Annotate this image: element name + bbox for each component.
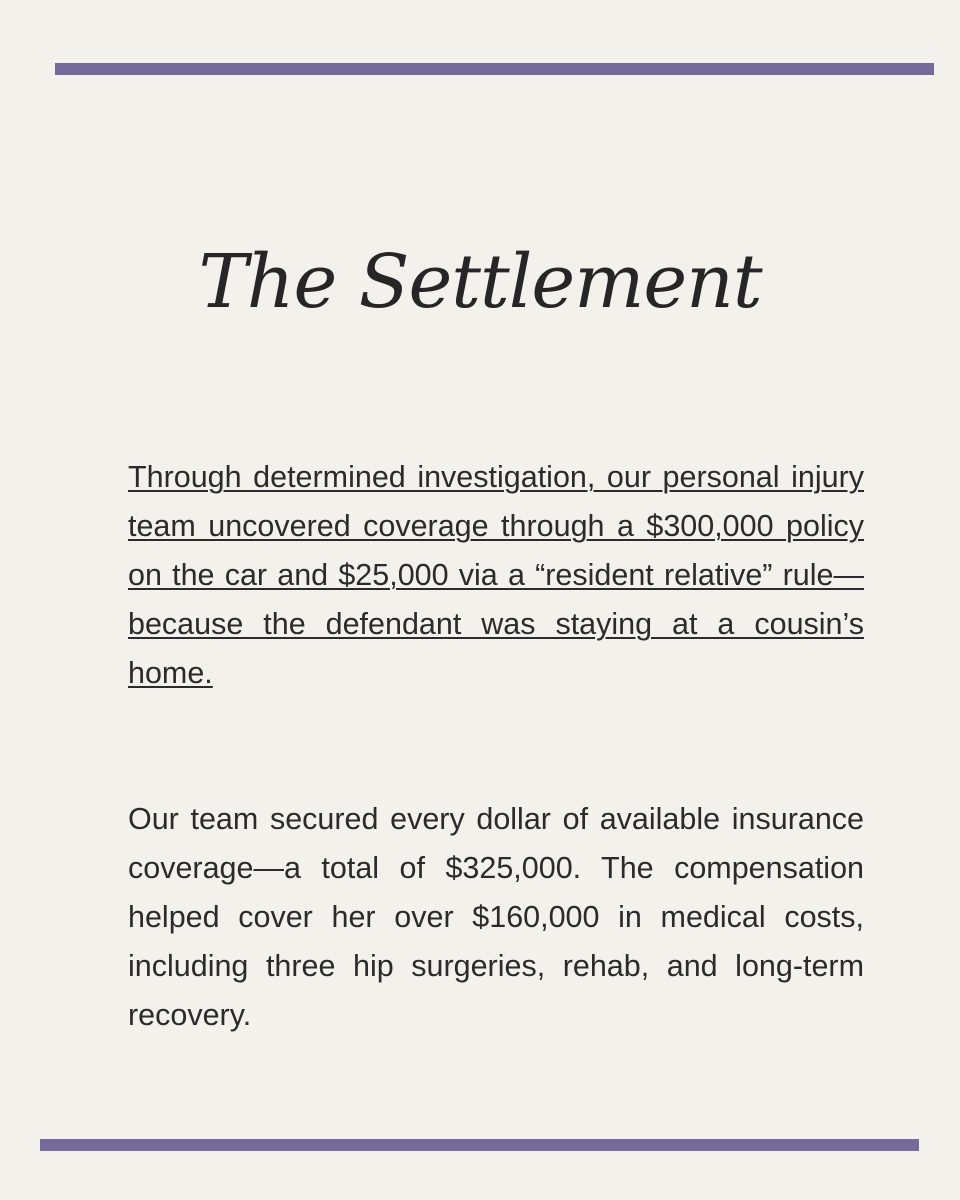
top-divider bbox=[55, 63, 934, 75]
paragraph-settlement-result: Our team secured every dollar of available insurance coverage—a total of $325,000. The compensation helped cover her over $160,000 in medical costs, including three hip surgeries, rehab, and long-term recovery. bbox=[128, 802, 864, 1032]
bottom-divider bbox=[40, 1139, 919, 1151]
paragraph-investigation: Through determined investigation, our personal injury team uncovered coverage through a $300,000 policy on the car and $25,000 via a “resident relative” rule—because the defendant was staying at a cousin’s home. bbox=[128, 460, 864, 690]
page-title: The Settlement bbox=[198, 239, 762, 325]
